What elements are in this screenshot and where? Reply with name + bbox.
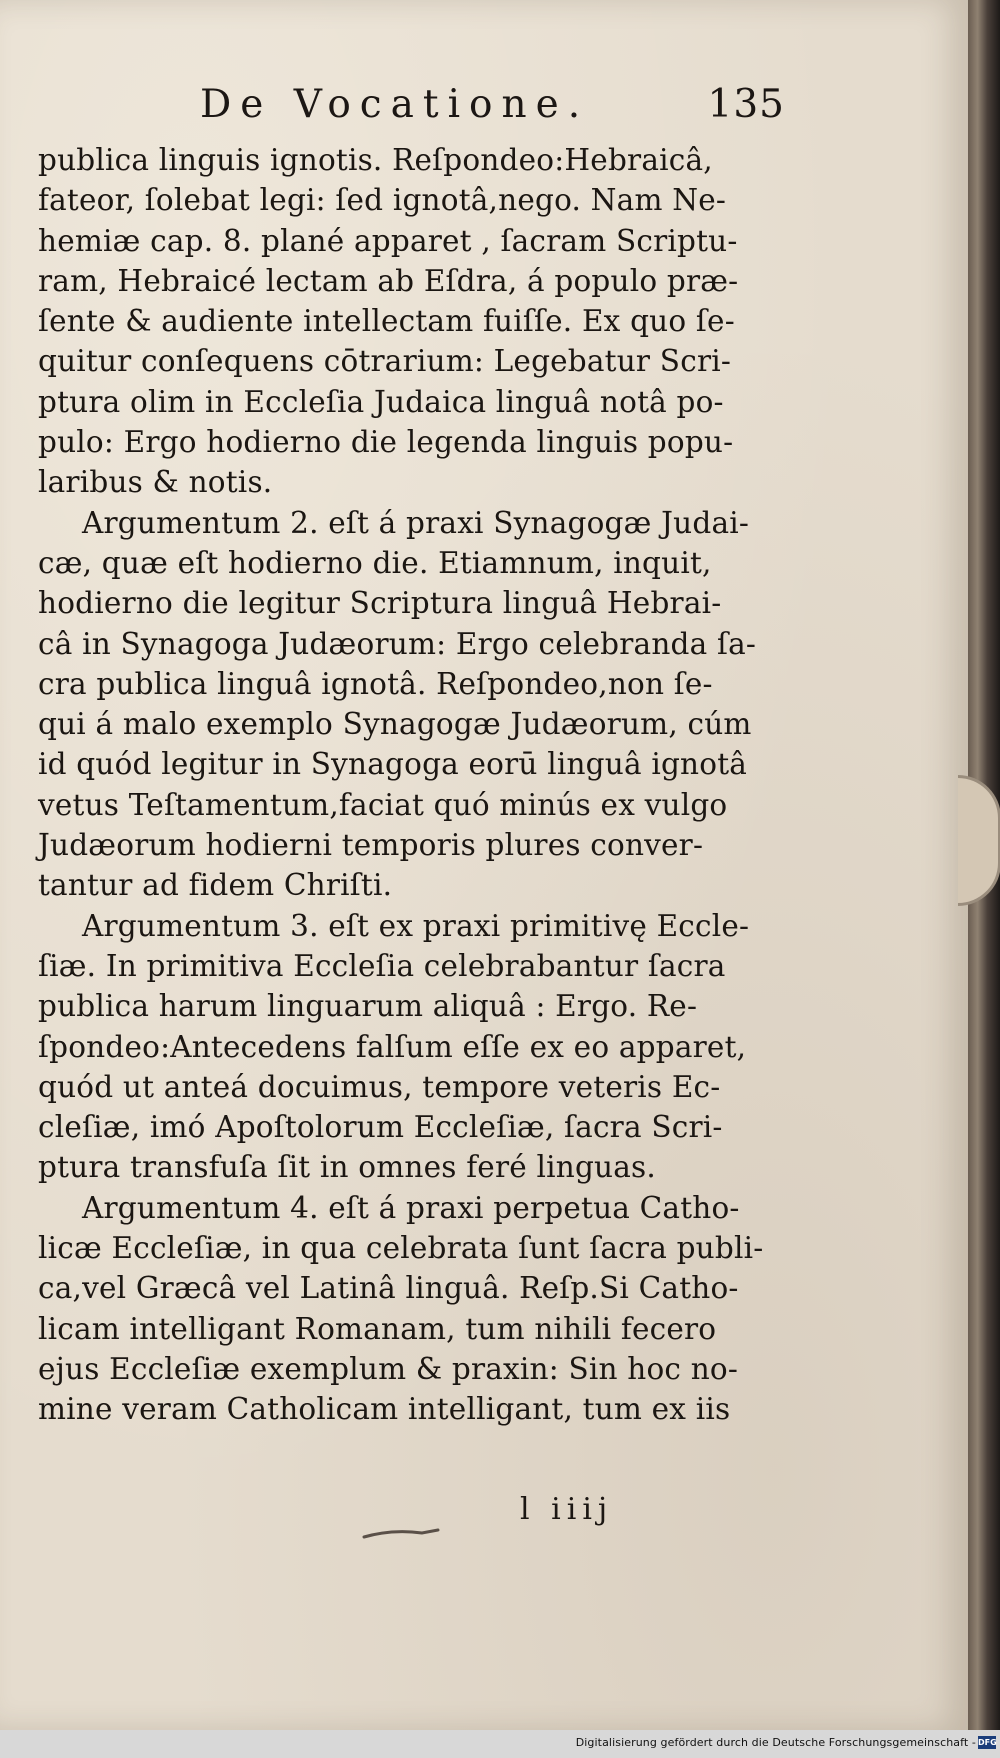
text-line: Judæorum hodierni temporis plures conver- xyxy=(38,828,704,863)
text-line: pulo: Ergo hodierno die legenda linguis popu- xyxy=(38,425,734,460)
ink-smudge xyxy=(362,1527,442,1541)
text-line: quód ut anteá docuimus, tempore veteris Ec- xyxy=(38,1069,721,1104)
text-line: Argumentum 2. eſt á praxi Synagogæ Judai- xyxy=(82,505,750,540)
text-line: cleſiæ, imó Apoſtolorum Eccleſiæ, ſacra Scri- xyxy=(38,1110,723,1145)
text-line: Argumentum 4. eſt á praxi perpetua Catho- xyxy=(82,1190,740,1225)
text-line: tantur ad fidem Chriſti. xyxy=(38,868,393,903)
text-line: cra publica linguâ ignotâ. Reſpondeo,non ſe- xyxy=(38,666,713,701)
text-line: ſente & audiente intellectam fuiſſe. Ex quo ſe- xyxy=(38,304,735,339)
digitization-credit: Digitalisierung gefördert durch die Deutsche Forschungsgemeinschaft - xyxy=(575,1736,976,1749)
text-line: publica linguis ignotis. Reſpondeo:Hebraicâ, xyxy=(38,143,713,177)
text-line: fateor, ſolebat legi: ſed ignotâ,nego. Nam Ne- xyxy=(38,183,727,218)
dfg-logo: DFG xyxy=(978,1738,997,1747)
running-title: De Vocatione. xyxy=(200,82,590,127)
text-line: laribus & notis. xyxy=(38,465,273,500)
text-line: ram, Hebraicé lectam ab Eſdra, á populo præ- xyxy=(38,263,739,298)
text-line: vetus Teſtamentum,faciat quó minús ex vulgo xyxy=(38,787,728,822)
text-line: hodierno die legitur Scriptura linguâ Hebrai- xyxy=(38,586,722,621)
text-line: ptura transfuſa ſit in omnes feré linguas. xyxy=(38,1150,656,1185)
text-line: ſiæ. In primitiva Eccleſia celebrabantur ſacra xyxy=(38,948,726,983)
text-line: hemiæ cap. 8. plané apparet , ſacram Scriptu- xyxy=(38,223,738,258)
signature-mark: l iiij xyxy=(520,1492,614,1527)
text-line: licæ Eccleſiæ, in qua celebrata ſunt ſacra publi- xyxy=(38,1231,764,1266)
text-line: ejus Eccleſiæ exemplum & praxin: Sin hoc no- xyxy=(38,1351,739,1386)
text-line: mine veram Catholicam intelligant, tum ex iis xyxy=(38,1392,731,1427)
body-text xyxy=(38,140,788,1430)
text-line: qui á malo exemplo Synagogæ Judæorum, cúm xyxy=(38,707,752,742)
text-line: ſpondeo:Antecedens falſum eſſe ex eo apparet, xyxy=(38,1029,747,1064)
page-tab-curl xyxy=(958,775,1000,906)
text-line: quitur conſequens cōtrarium: Legebatur Scri- xyxy=(38,344,732,379)
page-number: 135 xyxy=(707,82,785,127)
text-line: ptura olim in Eccleſia Judaica linguâ notâ po- xyxy=(38,384,724,419)
text-line: publica harum linguarum aliquâ : Ergo. Re- xyxy=(38,989,698,1024)
text-line: cæ, quæ eſt hodierno die. Etiamnum, inquit, xyxy=(38,545,712,580)
text-line: câ in Synagoga Judæorum: Ergo celebranda ſa- xyxy=(38,626,757,661)
page-header xyxy=(200,82,785,132)
text-line: licam intelligant Romanam, tum nihili fecero xyxy=(38,1311,717,1346)
text-line: ca,vel Græcâ vel Latinâ linguâ. Reſp.Si Catho- xyxy=(38,1271,739,1306)
text-line: id quód legitur in Synagoga eorū linguâ ignotâ xyxy=(38,747,748,782)
text-line: Argumentum 3. eſt ex praxi primitivę Eccle- xyxy=(82,908,750,943)
